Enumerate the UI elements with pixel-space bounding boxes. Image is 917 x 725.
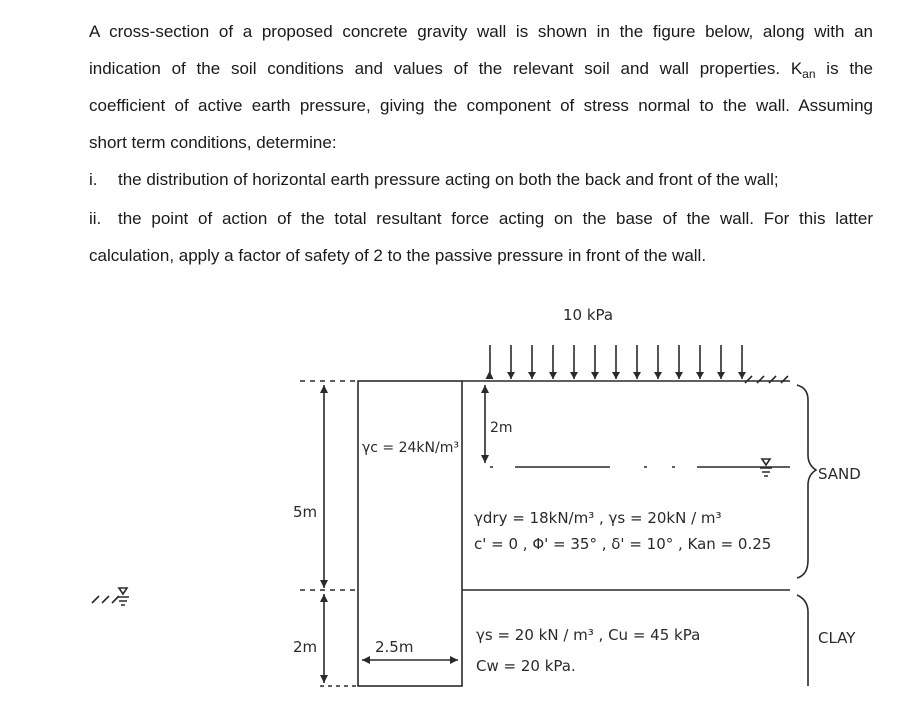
wall-unit-weight-label: γc = 24kN/m³ [362,440,459,456]
sand-label: SAND [818,465,861,483]
water-symbol-left [117,588,129,605]
base-width-label: 2.5m [375,638,414,656]
water-symbol-right [760,459,772,476]
height-upper-label: 5m [293,503,318,521]
intro-line-4: short term conditions, determine: [89,133,337,152]
sand-props-line-1: γdry = 18kN/m³ , γs = 20kN / m³ [474,509,722,527]
intro-line-3: coefficient of active earth pressure, giving the component of stress normal to the wall. Assuming [89,96,873,115]
ground-hatch-right [745,376,788,383]
item-ii-marker: ii. [89,209,102,228]
intro-line-1: A cross-section of a proposed concrete gravity wall is shown in the figure below, along with an [89,22,873,41]
height-lower-label: 2m [293,638,318,656]
clay-brace [797,595,808,686]
clay-props-line-2: Cw = 20 kPa. [476,657,576,675]
intro-line-2-a: indication of the soil conditions and values of the relevant soil and wall properties. K [89,59,803,78]
item-i-text: the distribution of horizontal earth pressure acting on both the back and front of the wall; [118,170,779,189]
ground-hatch-left [92,596,119,603]
kan-subscript: an [802,67,816,81]
sand-brace [797,385,816,578]
surcharge-label: 10 kPa [563,306,614,324]
sand-props-line-2: c' = 0 , Φ' = 35° , δ' = 10° , Kan = 0.25 [474,535,772,553]
water-depth-label: 2m [490,420,513,436]
item-i-marker: i. [89,170,98,189]
intro-line-2-b: is the [815,59,873,78]
clay-props-line-1: γs = 20 kN / m³ , Cu = 45 kPa [476,626,701,644]
item-ii-line-2: calculation, apply a factor of safety of 2 to the passive pressure in front of the wall. [89,246,707,265]
item-ii-text-1: the point of action of the total resultant force acting on the base of the wall. For this latter [118,209,873,228]
clay-label: CLAY [818,629,856,647]
